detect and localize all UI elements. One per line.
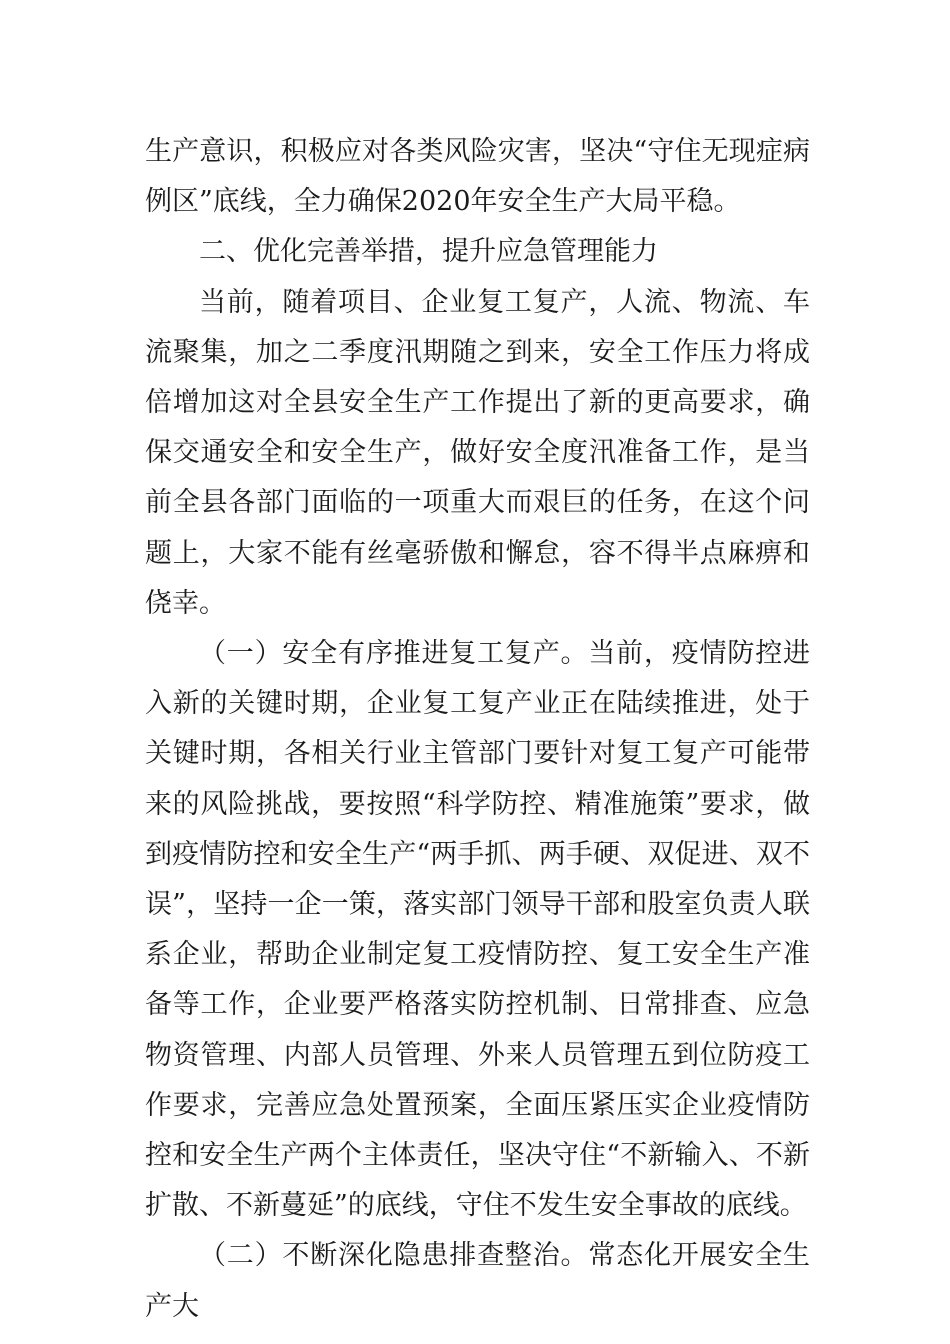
paragraph-item-2: （二）不断深化隐患排查整治。常态化开展安全生产大	[145, 1240, 810, 1322]
paragraph-current-situation: 当前，随着项目、企业复工复产，人流、物流、车流聚集，加之二季度汛期随之到来，安全工作压力将成倍增加这对全县安全生产工作提出了新的更高要求，确保交通安全和安全生产，做好安全度汛准备工作，是当前全县各部门面临的一项重大而艰巨的任务，在这个问题上，大家不能有丝毫骄傲和懈怠，容不得半点麻痹和侥幸。	[145, 286, 810, 619]
document-body	[145, 127, 810, 1332]
paragraph-continuation: 生产意识，积极应对各类风险灾害，坚决“守住无现症病例区”底线，全力确保2020年安全生产大局平稳。	[145, 136, 810, 218]
paragraph-item-1: （一）安全有序推进复工复产。当前，疫情防控进入新的关键时期，企业复工复产业正在陆续推进，处于关键时期，各相关行业主管部门要针对复工复产可能带来的风险挑战，要按照“科学防控、精准施策”要求，做到疫情防控和安全生产“两手抓、两手硬、双促进、双不误”，坚持一企一策，落实部门领导干部和股室负责人联系企业，帮助企业制定复工疫情防控、复工安全生产准备等工作，企业要严格落实防控机制、日常排查、应急物资管理、内部人员管理、外来人员管理五到位防疫工作要求，完善应急处置预案，全面压紧压实企业疫情防控和安全生产两个主体责任，坚决守住“不新输入、不新扩散、不新蔓延”的底线，守住不发生安全事故的底线。	[145, 638, 810, 1222]
section-heading-2: 二、优化完善举措，提升应急管理能力	[199, 236, 658, 268]
